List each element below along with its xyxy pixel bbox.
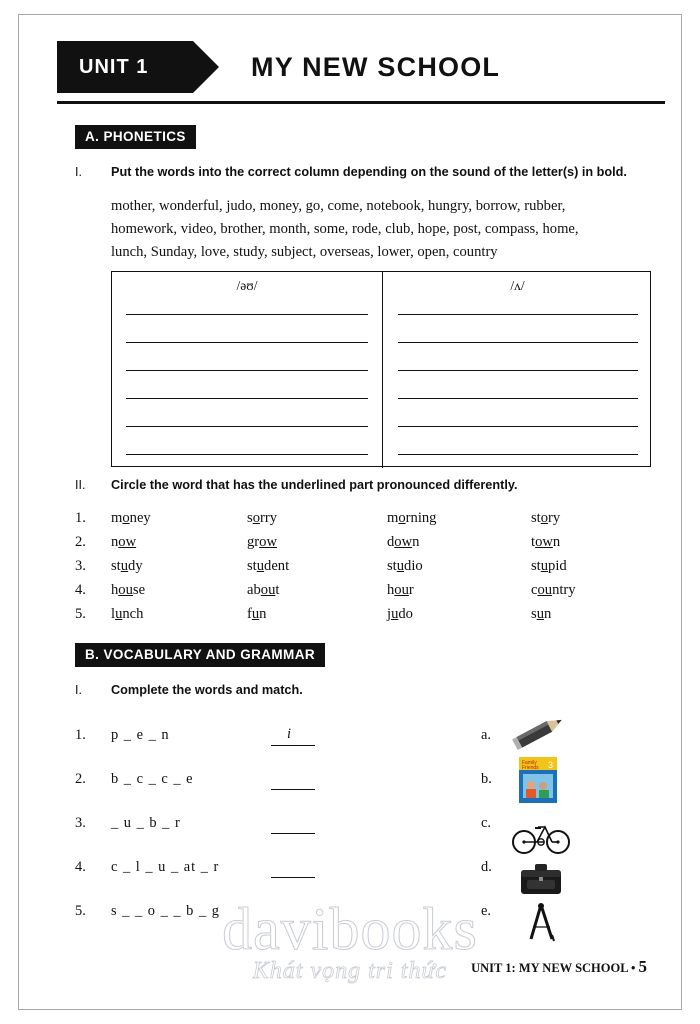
answer-line[interactable]	[398, 342, 638, 343]
answer-line[interactable]	[126, 342, 368, 343]
exercise-a2-instruction: Circle the word that has the underlined part pronounced differently.	[111, 478, 518, 492]
word-option[interactable]: lunch	[111, 606, 144, 622]
unit-header	[57, 41, 645, 93]
picture-label-a: a.	[481, 727, 491, 743]
wordlist-line: homework, video, brother, month, some, rode, club, hope, post, compass, home,	[111, 221, 579, 237]
word-option[interactable]: money	[111, 510, 151, 526]
picture-label-b: b.	[481, 771, 492, 787]
match-answer-blank[interactable]	[271, 789, 315, 790]
row-number: 4.	[75, 582, 86, 598]
word-option[interactable]: fun	[247, 606, 267, 622]
exercise-b1-instruction: Complete the words and match.	[111, 683, 303, 697]
word-option[interactable]: grow	[247, 534, 278, 550]
page-title: MY NEW SCHOOL	[251, 51, 501, 82]
word-option[interactable]: stupid	[531, 558, 567, 574]
word-option[interactable]: sorry	[247, 510, 278, 526]
exercise-a1-instruction: Put the words into the correct column depending on the sound of the letter(s) in bold.	[111, 165, 627, 179]
row-number: 1.	[75, 727, 86, 743]
svg-text:Friends: Friends	[522, 765, 539, 771]
section-heading-phonetics: A. PHONETICS	[75, 125, 196, 149]
answer-line[interactable]	[398, 314, 638, 315]
answer-line[interactable]	[398, 454, 638, 455]
svg-text:Family: Family	[522, 760, 537, 766]
phonetics-table	[111, 271, 651, 467]
picture-label-d: d.	[481, 859, 492, 875]
schoolbag-image	[515, 860, 567, 898]
answer-line[interactable]	[126, 370, 368, 371]
word-option[interactable]: house	[111, 582, 146, 598]
table-column-divider	[382, 272, 383, 468]
answer-line[interactable]	[398, 426, 638, 427]
word-option[interactable]: now	[111, 534, 137, 550]
unit-number-badge: UNIT 1	[57, 41, 193, 93]
column-header-ou: /əʊ/	[236, 278, 258, 293]
unit-arrow-decoration	[193, 41, 219, 93]
word-to-complete[interactable]: _ u _ b _ r	[111, 815, 181, 831]
row-number: 2.	[75, 534, 86, 550]
picture-label-e: e.	[481, 903, 491, 919]
answer-line[interactable]	[398, 398, 638, 399]
wordlist-line: lunch, Sunday, love, study, subject, overseas, lower, open, country	[111, 244, 498, 260]
row-number: 3.	[75, 558, 86, 574]
picture-label-c: c.	[481, 815, 491, 831]
word-option[interactable]: story	[531, 510, 561, 526]
word-option[interactable]: hour	[387, 582, 414, 598]
match-answer-value[interactable]: i	[287, 726, 291, 742]
match-answer-blank[interactable]	[271, 833, 315, 834]
word-option[interactable]: down	[387, 534, 420, 550]
bicycle-image	[511, 815, 573, 855]
word-option[interactable]: student	[247, 558, 290, 574]
exercise-a1-wordlist	[111, 195, 651, 264]
word-option[interactable]: country	[531, 582, 576, 598]
answer-line[interactable]	[126, 454, 368, 455]
svg-text:3: 3	[548, 760, 554, 770]
word-to-complete[interactable]: c _ l _ u _ at _ r	[111, 859, 220, 875]
wordlist-line: mother, wonderful, judo, money, go, come, notebook, hungry, borrow, rubber,	[111, 198, 566, 214]
row-number: 3.	[75, 815, 86, 831]
section-heading-vocabulary-grammar: B. VOCABULARY AND GRAMMAR	[75, 643, 325, 667]
answer-line[interactable]	[126, 314, 368, 315]
word-to-complete[interactable]: s _ _ o _ _ b _ g	[111, 903, 220, 919]
page-footer	[471, 957, 647, 977]
word-option[interactable]: about	[247, 582, 280, 598]
word-to-complete[interactable]: b _ c _ c _ e	[111, 771, 194, 787]
header-divider	[57, 101, 665, 104]
exercise-a2-number: II.	[75, 478, 86, 492]
row-number: 4.	[75, 859, 86, 875]
answer-line[interactable]	[126, 398, 368, 399]
word-option[interactable]: morning	[387, 510, 437, 526]
row-number: 5.	[75, 903, 86, 919]
match-answer-blank[interactable]	[271, 877, 315, 878]
word-option[interactable]: judo	[387, 606, 413, 622]
column-header-uh: /ʌ/	[510, 278, 525, 293]
word-option[interactable]: studio	[387, 558, 423, 574]
word-option[interactable]: study	[111, 558, 143, 574]
worksheet-page	[18, 14, 682, 1010]
answer-line[interactable]	[398, 370, 638, 371]
row-number: 1.	[75, 510, 86, 526]
word-to-complete[interactable]: p _ e _ n	[111, 727, 170, 743]
row-number: 5.	[75, 606, 86, 622]
word-option[interactable]: sun	[531, 606, 552, 622]
answer-line[interactable]	[126, 426, 368, 427]
exercise-b1-number: I.	[75, 683, 82, 697]
pencil-image	[511, 709, 565, 749]
exercise-a1-number: I.	[75, 165, 82, 179]
compass-image	[519, 901, 563, 943]
word-option[interactable]: town	[531, 534, 561, 550]
page-number: 5	[638, 957, 647, 976]
book-image	[517, 755, 559, 805]
match-answer-blank[interactable]	[271, 745, 315, 746]
footer-text: UNIT 1: MY NEW SCHOOL •	[471, 961, 636, 975]
row-number: 2.	[75, 771, 86, 787]
